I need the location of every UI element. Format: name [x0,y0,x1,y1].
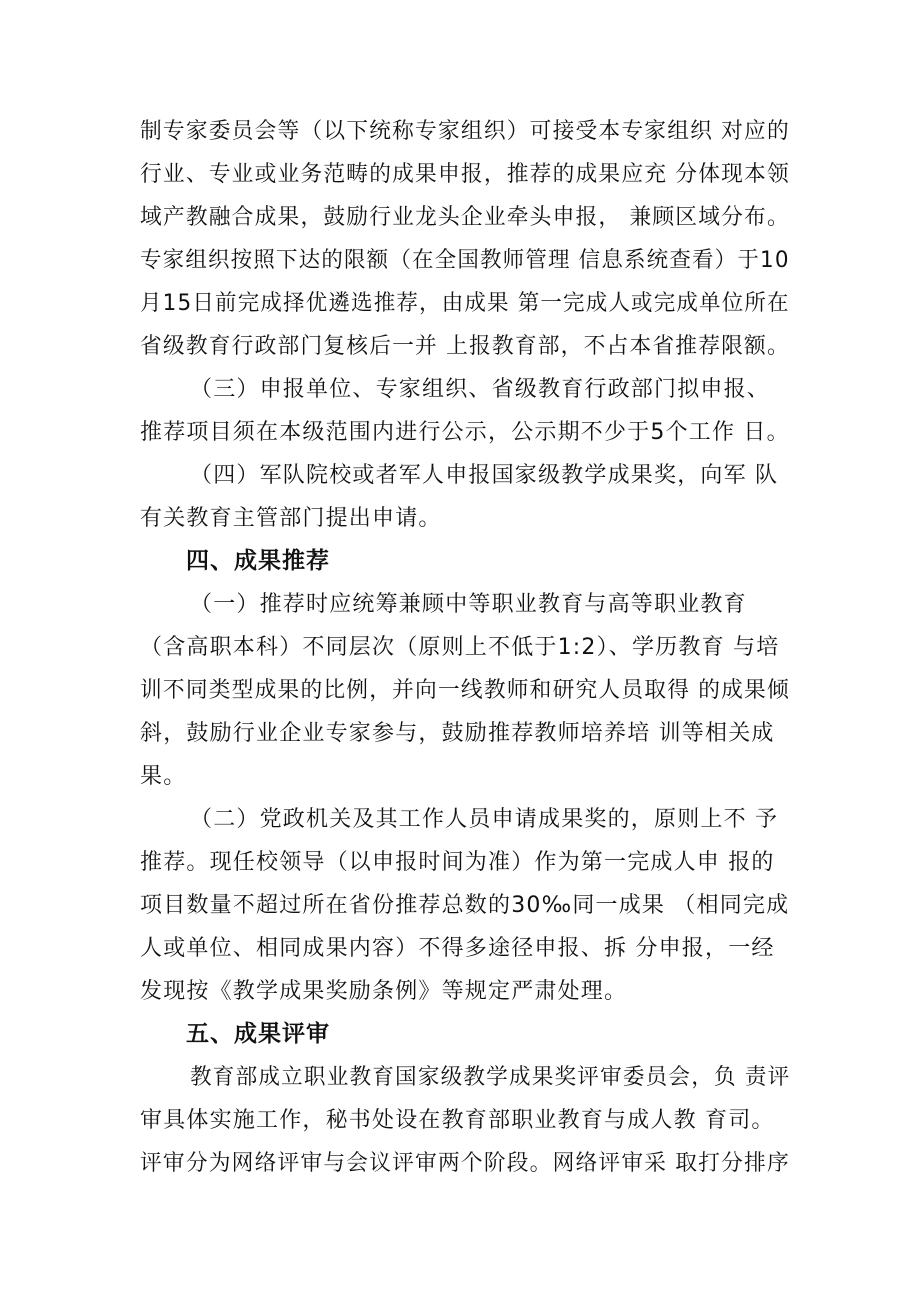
text-line: 人或单位、相同成果内容）不得多途径申报、拆 分申报，一经 [140,936,775,961]
text-line: 行业、专业或业务范畴的成果申报，推荐的成果应充 分体现本领 [140,162,790,187]
text-line: 制专家委员会等（以下统称专家组织）可接受本专家组织 对应的 [140,119,790,144]
text-line: 推荐项目须在本级范围内进行公示，公示期不少于5个工作 日。 [140,420,790,445]
text-line: 专家组织按照下达的限额（在全国教师管理 信息系统查看）于10 [140,248,790,273]
paragraph-start: 教育部成立职业教育国家级教学成果奖评审委员会，负 责评 [190,1065,791,1090]
section-heading: 四、成果推荐 [186,548,330,574]
text-line: 有关教育主管部门提出申请。 [140,506,442,531]
paragraph-start: （一）推荐时应统筹兼顾中等职业教育与高等职业教育 [190,592,747,617]
paragraph-start: （四）军队院校或者军人申报国家级教学成果奖，向军 队 [190,463,779,488]
text-line: 评审分为网络评审与会议评审两个阶段。网络评审采 取打分排序 [140,1151,790,1176]
text-line: 域产教融合成果，鼓励行业龙头企业牵头申报， 兼顾区域分布。 [140,205,790,230]
text-line: 果。 [140,764,187,789]
text-line: 省级教育行政部门复核后一并 上报教育部，不占本省推荐限额。 [140,334,790,359]
text-line: 发现按《教学成果奖励条例》等规定严肃处理。 [140,979,628,1004]
paragraph-start: （二）党政机关及其工作人员申请成果奖的，原则上不 予 [190,807,779,832]
section-heading: 五、成果评审 [186,1021,330,1047]
text-line: （含高职本科）不同层次（原则上不低于1:2）、学历教育 与培 [140,635,780,660]
text-line: 训不同类型成果的比例，并向一线教师和研究人员取得 的成果倾 [140,678,790,703]
text-line: 审具体实施工作，秘书处设在教育部职业教育与成人教 育司。 [140,1108,775,1133]
text-line: 斜，鼓励行业企业专家参与，鼓励推荐教师培养培 训等相关成 [140,721,775,746]
paragraph-start: （三）申报单位、专家组织、省级教育行政部门拟申报、 [190,377,771,402]
text-line: 项目数量不超过所在省份推荐总数的30‰同一成果 （相同完成 [140,893,790,918]
text-line: 月15日前完成择优遴选推荐，由成果 第一完成人或完成单位所在 [140,291,790,316]
text-line: 推荐。现任校领导（以申报时间为准）作为第一完成人申 报的 [140,850,775,875]
